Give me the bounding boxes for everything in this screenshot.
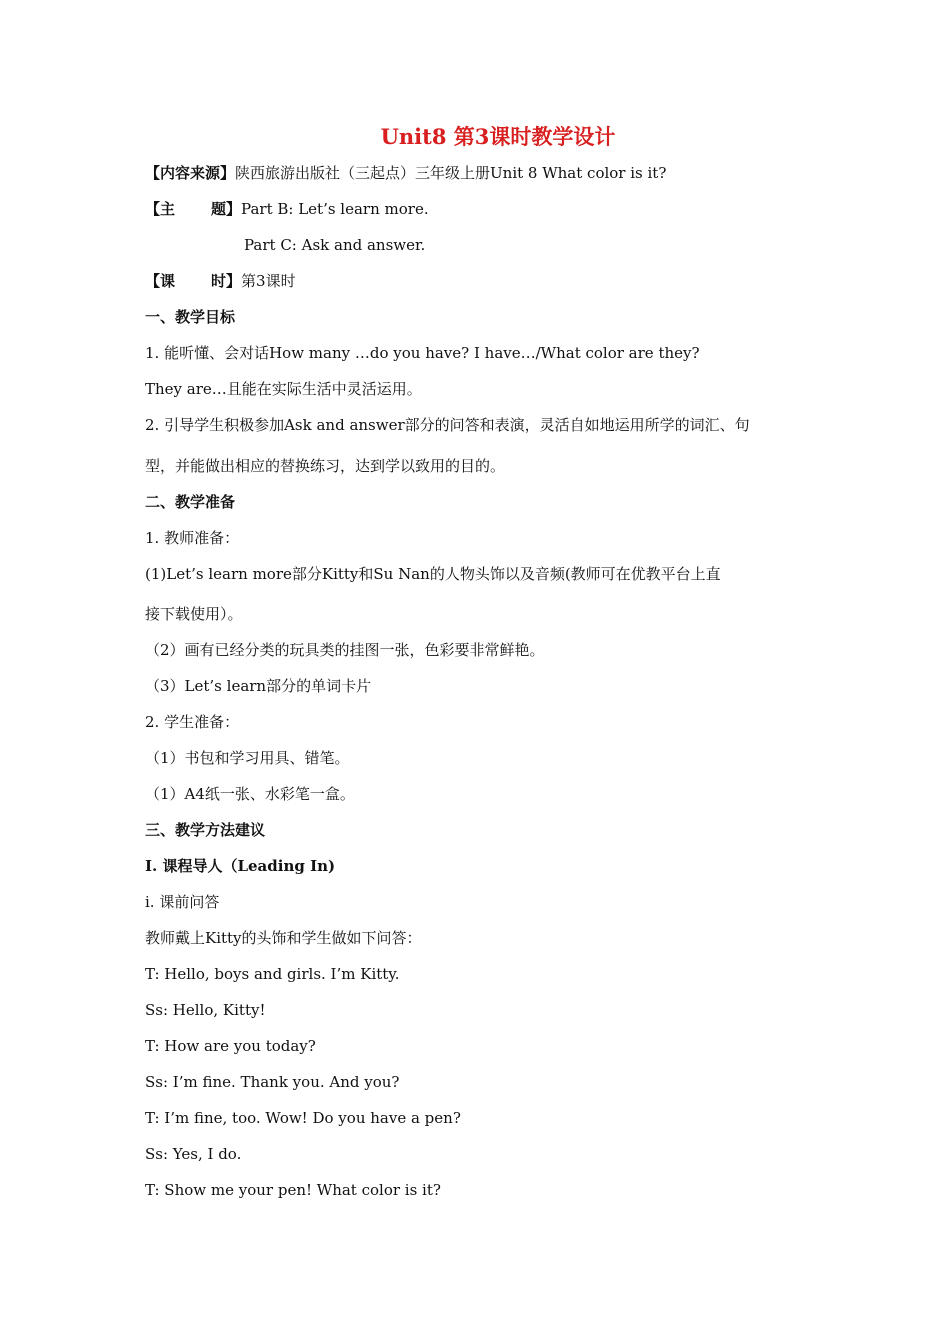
teacher-prep-item-2: （2）画有已经分类的玩具类的挂图一张，色彩要非常鲜艳。 bbox=[145, 641, 545, 659]
objective-2-line-1: 2. 引导学生积极参加Ask and answer部分的问答和表演，灵活自如地运用所学的词汇、句 bbox=[145, 416, 750, 434]
period-label-close: 时】 bbox=[211, 272, 242, 290]
teacher-prep-item-1-line-2: 接下载使用）。 bbox=[145, 605, 243, 623]
student-prep-item-1: （1）书包和学习用具、错笔。 bbox=[145, 749, 350, 767]
leading-in-intro: 教师戴上Kitty的头饰和学生做如下问答： bbox=[145, 929, 422, 947]
objectives-heading: 一、教学目标 bbox=[145, 308, 236, 326]
objective-1-line-1: 1. 能听懂、会对话How many …do you have? I have…/What color are they? bbox=[145, 344, 700, 362]
leading-in-heading: I. 课程导人（Leading In) bbox=[145, 857, 336, 875]
dialogue-line: T: Show me your pen! What color is it? bbox=[145, 1181, 441, 1199]
topic-line bbox=[145, 198, 429, 220]
dialogue-line: T: Hello, boys and girls. I’m Kitty. bbox=[145, 965, 400, 983]
topic-label-close: 题】 bbox=[211, 200, 242, 218]
method-heading: 三、教学方法建议 bbox=[145, 821, 266, 839]
period-line bbox=[145, 270, 296, 292]
topic-value-2: Part C: Ask and answer. bbox=[244, 236, 426, 254]
teacher-prep-item-1-line-1: (1)Let’s learn more部分Kitty和Su Nan的人物头饰以及音频(教师可在优教平台上直 bbox=[145, 565, 721, 583]
objective-1-line-2: They are…且能在实际生活中灵活运用。 bbox=[145, 380, 422, 398]
dialogue-line: Ss: Hello, Kitty! bbox=[145, 1001, 266, 1019]
teacher-prep-item-3: （3）Let’s learn部分的单词卡片 bbox=[145, 677, 372, 695]
content-source-line bbox=[145, 162, 666, 184]
dialogue-line: T: How are you today? bbox=[145, 1037, 316, 1055]
teacher-prep-heading: 1. 教师准备： bbox=[145, 529, 240, 547]
document-title: Unit8 第3课时教学设计 bbox=[380, 124, 616, 149]
student-prep-item-2: （1）A4纸一张、水彩笔一盒。 bbox=[145, 785, 355, 803]
leading-in-subheading: i. 课前问答 bbox=[145, 893, 220, 911]
topic-label-open: 【主 bbox=[145, 200, 176, 218]
dialogue-line: Ss: I’m fine. Thank you. And you? bbox=[145, 1073, 400, 1091]
topic-value-1: Part B: Let’s learn more. bbox=[241, 200, 429, 218]
student-prep-heading: 2. 学生准备： bbox=[145, 713, 240, 731]
objective-2-line-2: 型，并能做出相应的替换练习，达到学以致用的目的。 bbox=[145, 457, 506, 475]
preparation-heading: 二、教学准备 bbox=[145, 493, 236, 511]
content-source-value: 陕西旅游出版社（三起点）三年级上册Unit 8 What color is it? bbox=[235, 164, 667, 182]
period-value: 第3课时 bbox=[241, 272, 296, 290]
period-label-open: 【课 bbox=[145, 272, 176, 290]
dialogue-line: T: I’m fine, too. Wow! Do you have a pen? bbox=[145, 1109, 461, 1127]
content-source-label: 【内容来源】 bbox=[145, 164, 236, 182]
dialogue-line: Ss: Yes, I do. bbox=[145, 1145, 242, 1163]
